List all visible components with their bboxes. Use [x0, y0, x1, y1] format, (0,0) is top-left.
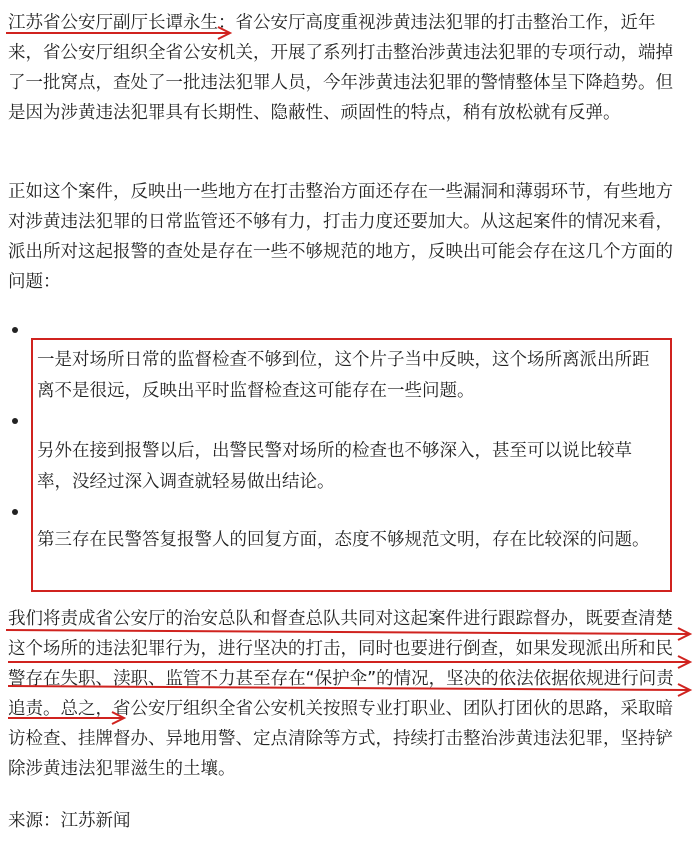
paragraph-case-analysis: 正如这个案件，反映出一些地方在打击整治方面还存在一些漏洞和薄弱环节，有些地方对涉黄违法犯罪的日常监管还不够有力，打击力度还要加大。从这起案件的情况来看，派出所对这起报警的查处是存在一些不够规范的地方，反映出可能会存在这几个方面的问题：: [8, 182, 673, 292]
paragraph-official-statement: 江苏省公安厅副厅长谭永生：省公安厅高度重视涉黄违法犯罪的打击整治工作，近年来，省公安厅组织全省公安机关，开展了系列打击整治涉黄违法犯罪的专项行动，端掉了一批窝点，查处了一批违法犯罪人员，今年涉黄违法犯罪的警情整体呈下降趋势。但是因为涉黄违法犯罪具有长期性、隐蔽性、顽固性的特点，稍有放松就有反弹。: [8, 13, 673, 123]
paragraph-follow-up-actions: 我们将责成省公安厅的治安总队和督查总队共同对这起案件进行跟踪督办，既要查清楚这个场所的违法犯罪行为，进行坚决的打击，同时也要进行倒查，如果发现派出所和民警存在失职、渎职、监管不力甚至存在“保护伞”的情况，坚决的依法依据依规进行问责追责。总之，省公安厅组织全省公安机关按照专业打职业、团队打团伙的思路，采取暗访检查、挂牌督办、异地用警、定点清除等方式，持续打击整治涉黄违法犯罪，坚持铲除涉黄违法犯罪滋生的土壤。: [8, 609, 674, 779]
bullet-dot: [12, 509, 18, 515]
list-item: 一是对场所日常的监督检查不够到位，这个片子当中反映，这个场所离派出所距离不是很远，反映出平时监督检查这可能存在一些问题。: [37, 350, 650, 401]
source-credit: 来源：江苏新闻: [8, 811, 131, 831]
bullet-dot: [12, 418, 18, 424]
list-item: 另外在接到报警以后，出警民警对场所的检查也不够深入，甚至可以说比较草率，没经过深入调查就轻易做出结论。: [37, 441, 632, 492]
bullet-dot: [12, 327, 18, 333]
list-item: 第三存在民警答复报警人的回复方面，态度不够规范文明，存在比较深的问题。: [37, 530, 650, 550]
